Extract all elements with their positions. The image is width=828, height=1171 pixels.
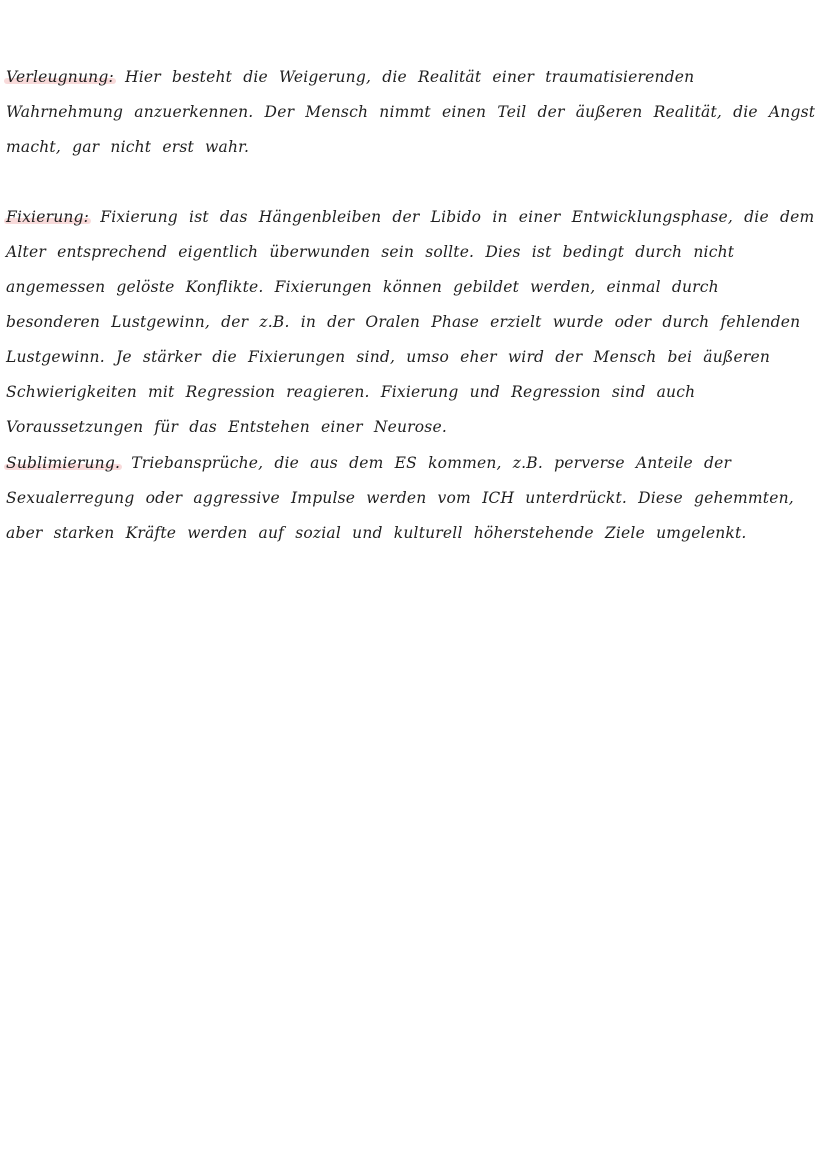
term-verleugnung	[6, 68, 114, 86]
section-verleugnung	[6, 60, 827, 165]
term-fixierung	[6, 208, 89, 226]
section-text: Triebansprüche, die aus dem ES kommen, z.B. perverse Anteile der Sexualerregung oder aggressive Impulse werden vom ICH unterdrückt. Diese gehemmten, aber starken Kräfte werden auf sozial und kulturell höherstehende Ziele umgelenkt.	[6, 454, 806, 542]
section-fixierung	[6, 200, 826, 445]
section-text: Fixierung ist das Hängenbleiben der Libido in einer Entwicklungsphase, die dem Alter entsprechend eigentlich überwunden sein sollte. Dies ist bedingt durch nicht angemessen gelöste Konflikte. Fixierungen können gebildet werden, einmal durch besonderen Lustgewinn, der z.B. in der Oralen Phase erzielt wurde oder durch fehlenden Lustgewinn. Je stärker die Fixierungen sind, umso eher wird der Mensch bei äußeren Schwierigkeiten mit Regression reagieren. Fixierung und Regression sind auch Voraussetzungen für das Entstehen einer Neurose.	[6, 208, 826, 436]
term-sublimierung	[6, 454, 120, 472]
term-label: Fixierung:	[6, 208, 90, 226]
term-label: Verleugnung:	[6, 68, 114, 86]
section-text: Hier besteht die Weigerung, die Realität einer traumatisierenden Wahrnehmung anzuerkennen. Der Mensch nimmt einen Teil der äußeren Realität, die Angst macht, gar nicht erst wahr.	[6, 68, 827, 156]
section-sublimierung	[6, 446, 818, 551]
term-label: Sublimierung.	[6, 454, 121, 472]
